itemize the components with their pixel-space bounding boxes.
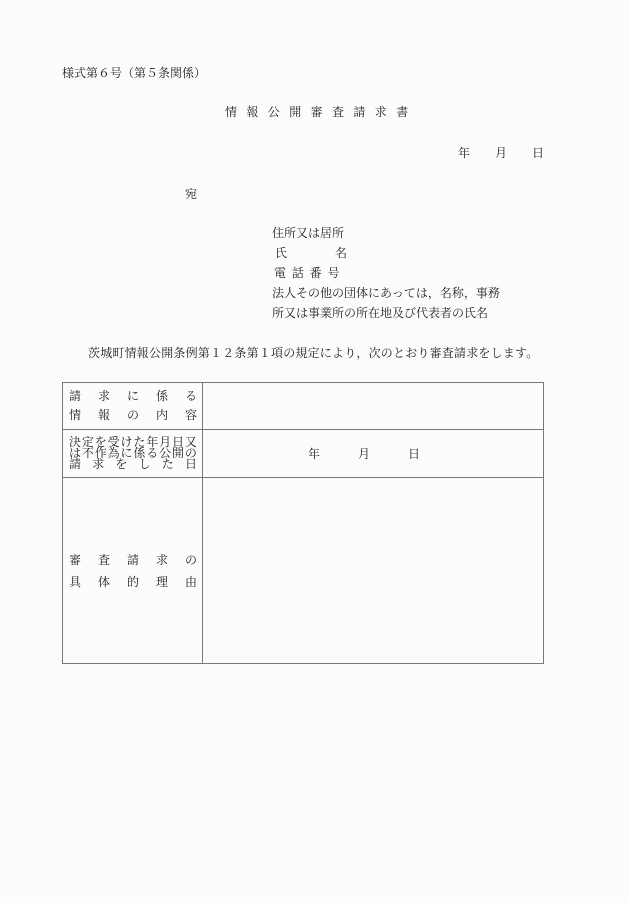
date-year-label: 年 xyxy=(458,146,471,160)
reason-field[interactable] xyxy=(203,478,544,664)
table-row-request-info xyxy=(63,383,544,430)
date-month-label: 月 xyxy=(495,146,508,160)
phone-label: 電 話 番 号 xyxy=(274,266,341,280)
table-row-reason xyxy=(63,478,544,664)
label-line: 情 報 の 内 容 xyxy=(69,408,197,422)
name-label-second: 名 xyxy=(335,246,348,260)
document-title: 情報公開審査請求書 xyxy=(225,105,418,119)
year-label: 年 xyxy=(308,447,321,461)
label-line: 請 求 を し た 日 xyxy=(69,457,197,471)
decision-date-field[interactable] xyxy=(203,430,544,478)
label-line: 具 体 的 理 由 xyxy=(69,574,197,589)
corporation-note-1: 法人その他の団体にあっては，名称，事務 xyxy=(272,286,500,300)
label-line: 審 査 請 求 の xyxy=(69,552,197,567)
decision-date-value xyxy=(203,445,543,462)
intro-text: 茨城町情報公開条例第１２条第１項の規定により，次のとおり審査請求をします。 xyxy=(88,346,539,360)
addressee-suffix: 宛 xyxy=(185,187,198,201)
request-info-field[interactable] xyxy=(203,383,544,430)
day-label: 日 xyxy=(408,447,421,461)
label-line: は 不 作 為 に 係 る 公 開 の xyxy=(69,446,197,460)
label-request-info xyxy=(63,383,203,430)
date-day-label: 日 xyxy=(532,146,545,160)
label-line: 決 定 を 受 け た 年 月 日 又 xyxy=(69,435,197,449)
month-label: 月 xyxy=(358,447,371,461)
corporation-note-2: 所又は事業所の所在地及び代表者の氏名 xyxy=(272,306,489,320)
table-row-decision-date xyxy=(63,430,544,478)
address-label: 住所又は居所 xyxy=(272,226,345,240)
label-reason xyxy=(63,478,203,664)
label-decision-date xyxy=(63,430,203,478)
form-number: 様式第６号（第５条関係） xyxy=(62,66,207,80)
name-label-first: 氏 xyxy=(275,246,288,260)
label-line: 請 求 に 係 る xyxy=(69,389,197,403)
request-form-table xyxy=(62,382,544,664)
